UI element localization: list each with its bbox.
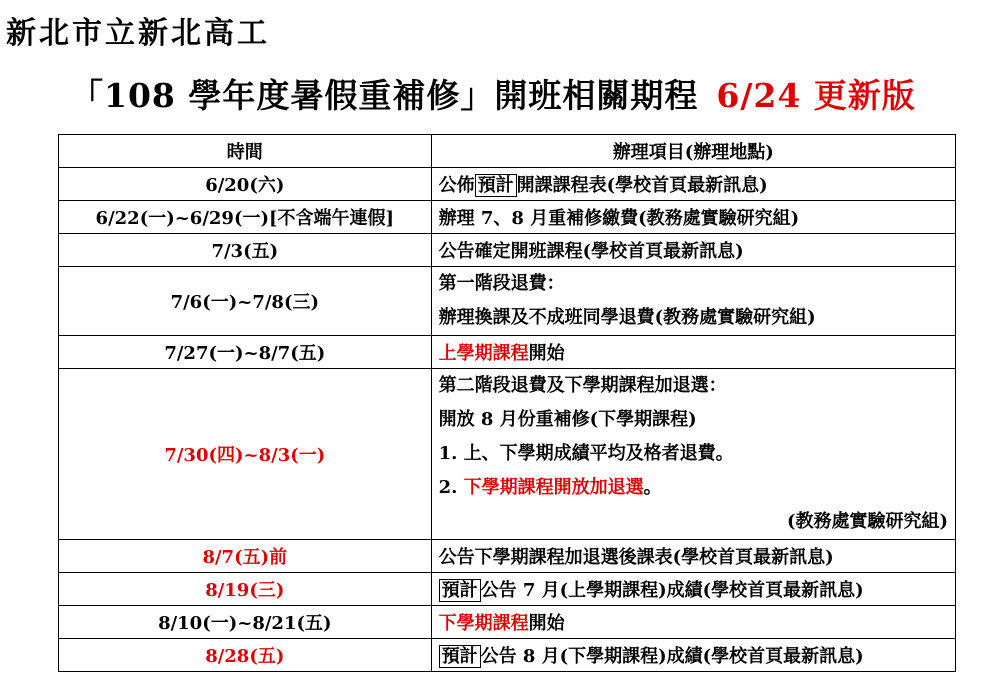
- title-version: 6/24 更新版: [716, 76, 916, 115]
- item-text: 。: [643, 477, 662, 498]
- row-item: 辦理 7、8 月重補修繳費(教務處實驗研究組): [431, 201, 955, 234]
- item-line: (教務處實驗研究組): [786, 511, 948, 532]
- page-title: [70, 70, 916, 117]
- item-line: 1. 上、下學期成績平均及格者退費。: [438, 443, 734, 464]
- row-time: 8/7(五)前: [59, 540, 432, 573]
- header-time: 時間: [59, 135, 432, 168]
- row-item: [431, 168, 955, 201]
- table-row: [59, 267, 956, 336]
- row-item: [431, 639, 955, 672]
- title-main: 「108 學年度暑假重補修」開班相關期程: [70, 76, 699, 115]
- row-time: 7/3(五): [59, 234, 432, 267]
- item-text: 開始: [528, 343, 565, 364]
- item-line: 第二階段退費及下學期課程加退選：: [438, 375, 727, 396]
- item-line: 第一階段退費：: [438, 273, 565, 294]
- row-item: 公告確定開班課程(學校首頁最新訊息): [431, 234, 955, 267]
- item-text: 開課課程表(學校首頁最新訊息): [516, 175, 768, 196]
- row-item: 公告下學期課程加退選後課表(學校首頁最新訊息): [431, 540, 955, 573]
- item-number: 2.: [438, 477, 464, 498]
- header-item: 辦理項目(辦理地點): [431, 135, 955, 168]
- table-row: [59, 336, 956, 369]
- table-row: [59, 639, 956, 672]
- item-text: 公告 8 月(下學期課程)成績(學校首頁最新訊息): [480, 646, 864, 667]
- school-name: 新北市立新北高工: [6, 16, 270, 51]
- row-time: 8/19(三): [59, 573, 432, 606]
- item-text: 開始: [528, 613, 565, 634]
- row-item: [431, 606, 955, 639]
- highlight-text: 下學期課程開放加退選: [463, 477, 644, 498]
- row-time: 7/6(一)~7/8(三): [59, 267, 432, 336]
- table-row: [59, 540, 956, 573]
- item-line: [439, 471, 948, 505]
- row-time: 6/22(一)~6/29(一)[不含端午連假]: [59, 201, 432, 234]
- row-item: [431, 336, 955, 369]
- row-time: 7/27(一)~8/7(五): [59, 336, 432, 369]
- tentative-box: 預計: [439, 645, 481, 668]
- highlight-text: 上學期課程: [438, 343, 529, 364]
- table-row: [59, 234, 956, 267]
- table-row: [59, 606, 956, 639]
- table-row: [59, 201, 956, 234]
- schedule-table: [58, 134, 956, 672]
- item-text: 公告 7 月(上學期課程)成績(學校首頁最新訊息): [480, 580, 864, 601]
- tentative-box: 預計: [439, 579, 481, 602]
- item-prefix: 公佈: [438, 175, 475, 196]
- row-time: 8/10(一)~8/21(五): [59, 606, 432, 639]
- table-header-row: [59, 135, 956, 168]
- table-row: [59, 573, 956, 606]
- highlight-text: 下學期課程: [438, 613, 529, 634]
- table-row: [59, 168, 956, 201]
- item-line: 開放 8 月份重補修(下學期課程): [438, 409, 697, 430]
- table-row: [59, 369, 956, 540]
- row-item: [431, 573, 955, 606]
- row-time: 6/20(六): [59, 168, 432, 201]
- row-item: [431, 267, 955, 336]
- row-time: 8/28(五): [59, 639, 432, 672]
- row-time: 7/30(四)~8/3(一): [59, 369, 432, 540]
- row-item: [431, 369, 955, 540]
- tentative-box: 預計: [475, 174, 517, 197]
- item-line: 辦理換課及不成班同學退費(教務處實驗研究組): [438, 307, 816, 328]
